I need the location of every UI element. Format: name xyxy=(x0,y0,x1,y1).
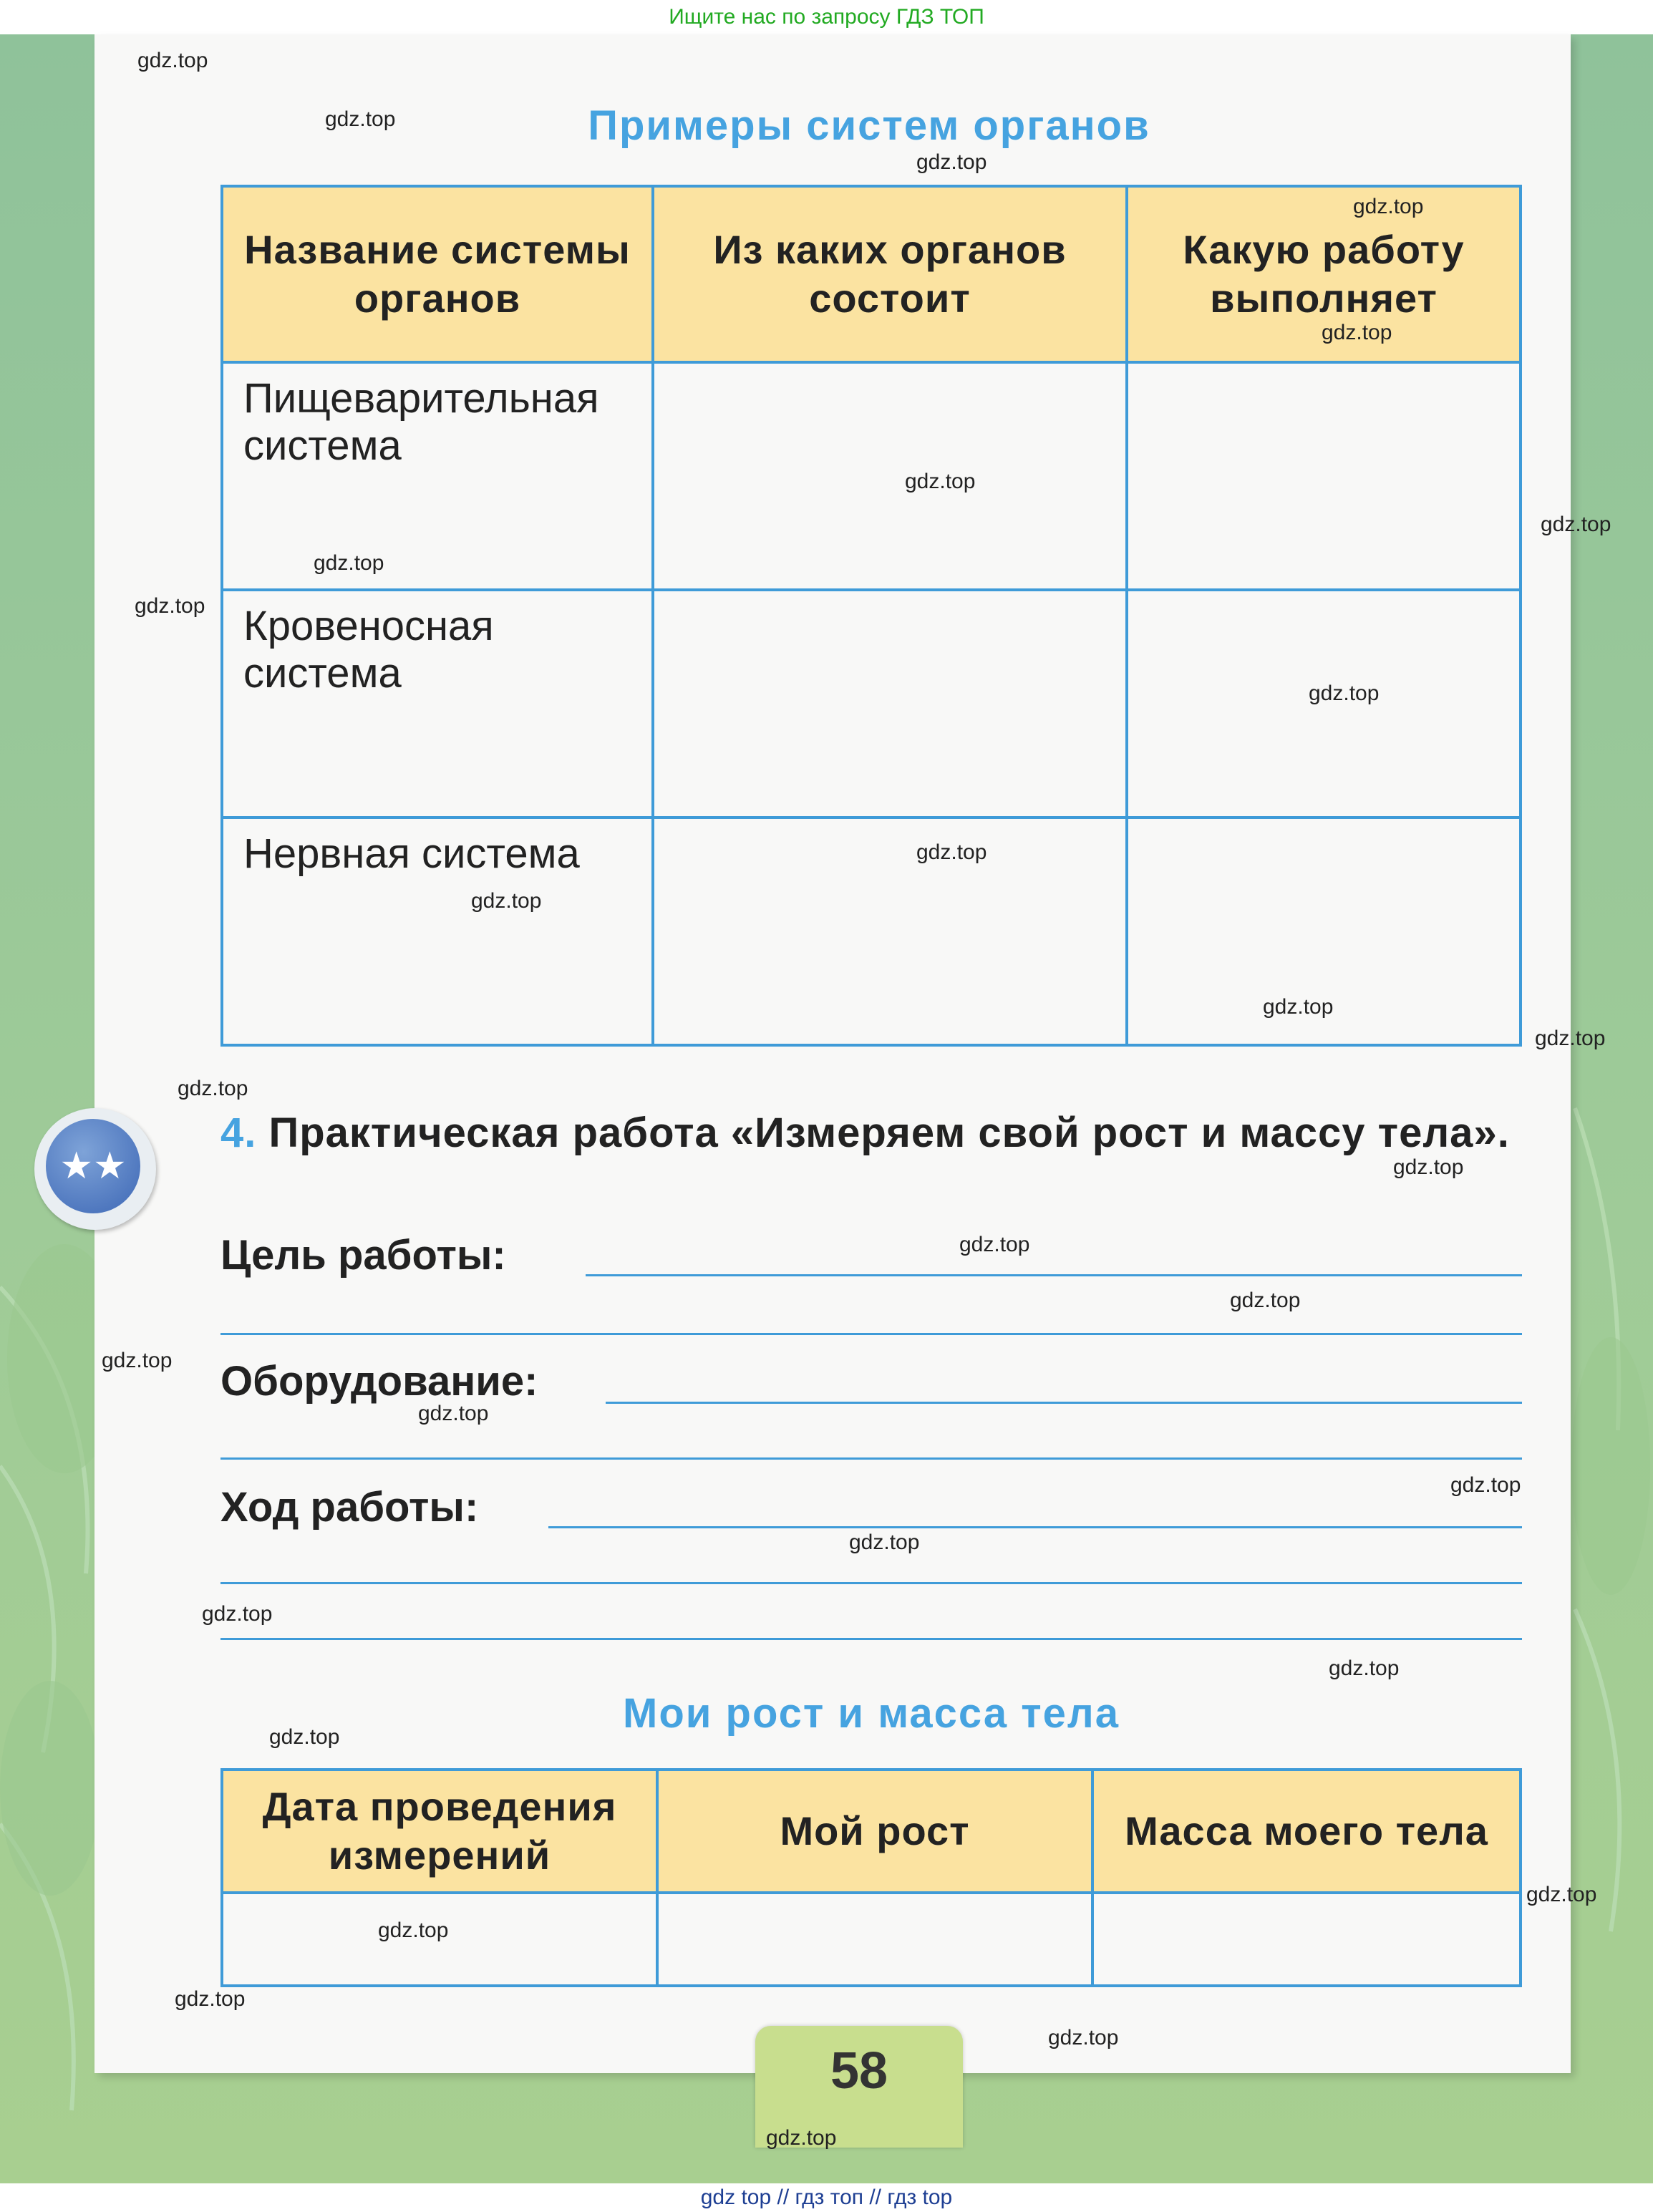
watermark: gdz.top xyxy=(202,1602,273,1626)
watermark: gdz.top xyxy=(916,150,987,174)
watermark: gdz.top xyxy=(766,2126,837,2150)
watermark: gdz.top xyxy=(916,840,987,864)
equipment-label: Оборудование: xyxy=(220,1358,538,1405)
watermark: gdz.top xyxy=(1541,513,1611,536)
watermark: gdz.top xyxy=(1230,1289,1301,1312)
watermark: gdz.top xyxy=(1322,321,1392,344)
bottom-banner[interactable]: gdz top // гдз топ // гдз top xyxy=(0,2183,1653,2212)
watermark: gdz.top xyxy=(1393,1155,1464,1179)
height-cell-input[interactable] xyxy=(657,1893,1092,1986)
watermark: gdz.top xyxy=(1353,195,1424,218)
watermark: gdz.top xyxy=(1309,681,1380,705)
row-label-digestive: Пищеварительная система xyxy=(222,362,653,590)
equipment-line[interactable] xyxy=(606,1402,1522,1404)
measure-header-mass: Масса моего тела xyxy=(1092,1770,1521,1893)
watermark: gdz.top xyxy=(1329,1656,1400,1680)
mass-cell-input[interactable] xyxy=(1092,1893,1521,1986)
watermark: gdz.top xyxy=(178,1077,248,1100)
table-row xyxy=(222,362,1521,590)
task4-heading xyxy=(220,1108,1523,1158)
equipment-line-2[interactable] xyxy=(220,1457,1522,1460)
watermark: gdz.top xyxy=(314,551,384,575)
watermark: gdz.top xyxy=(959,1233,1030,1256)
watermark: gdz.top xyxy=(1450,1473,1521,1497)
work-cell-input[interactable] xyxy=(1127,362,1521,590)
goal-line-2[interactable] xyxy=(220,1333,1522,1335)
progress-line-2[interactable] xyxy=(220,1582,1522,1584)
watermark: gdz.top xyxy=(418,1402,489,1425)
watermark: gdz.top xyxy=(905,470,976,493)
organs-cell-input[interactable] xyxy=(653,590,1127,818)
measure-header-date: Дата проведения измерений xyxy=(222,1770,657,1893)
progress-label: Ход работы: xyxy=(220,1484,479,1531)
watermark: gdz.top xyxy=(175,1987,246,2011)
page-number: 58 xyxy=(830,2042,888,2100)
measure-table xyxy=(220,1768,1522,1987)
organs-table-header-work: Какую работу выполняет xyxy=(1127,186,1521,362)
watermark: gdz.top xyxy=(1526,1883,1597,1906)
top-banner[interactable]: Ищите нас по запросу ГДЗ ТОП xyxy=(0,0,1653,34)
organs-table-header-name: Название системы органов xyxy=(222,186,653,362)
watermark: gdz.top xyxy=(1263,995,1334,1019)
progress-line[interactable] xyxy=(548,1526,1522,1528)
organs-table-title: Примеры систем органов xyxy=(588,102,1150,149)
stars-icon: ★★ xyxy=(46,1119,140,1213)
measure-table-title: Мои рост и масса тела xyxy=(623,1690,1120,1737)
organs-table-header-organs: Из каких органов состоит xyxy=(653,186,1127,362)
watermark: gdz.top xyxy=(471,889,542,913)
goal-line[interactable] xyxy=(586,1274,1522,1276)
watermark: gdz.top xyxy=(325,107,396,131)
watermark: gdz.top xyxy=(849,1531,920,1554)
watermark: gdz.top xyxy=(137,49,208,72)
progress-line-3[interactable] xyxy=(220,1638,1522,1640)
watermark: gdz.top xyxy=(135,594,205,618)
organs-cell-input[interactable] xyxy=(653,362,1127,590)
organs-table xyxy=(220,185,1522,1047)
task4-number: 4. xyxy=(220,1110,257,1156)
row-label-nervous: Нервная система xyxy=(222,818,653,1045)
organs-cell-input[interactable] xyxy=(653,818,1127,1045)
goal-label: Цель работы: xyxy=(220,1232,506,1279)
row-label-circulatory: Кровеносная система xyxy=(222,590,653,818)
watermark: gdz.top xyxy=(1535,1027,1606,1050)
watermark: gdz.top xyxy=(102,1349,173,1372)
task4-title: Практическая работа «Измеряем свой рост и массу тела». xyxy=(268,1110,1510,1156)
watermark: gdz.top xyxy=(378,1918,449,1942)
watermark: gdz.top xyxy=(269,1725,340,1749)
measure-header-height: Мой рост xyxy=(657,1770,1092,1893)
watermark: gdz.top xyxy=(1048,2026,1119,2050)
